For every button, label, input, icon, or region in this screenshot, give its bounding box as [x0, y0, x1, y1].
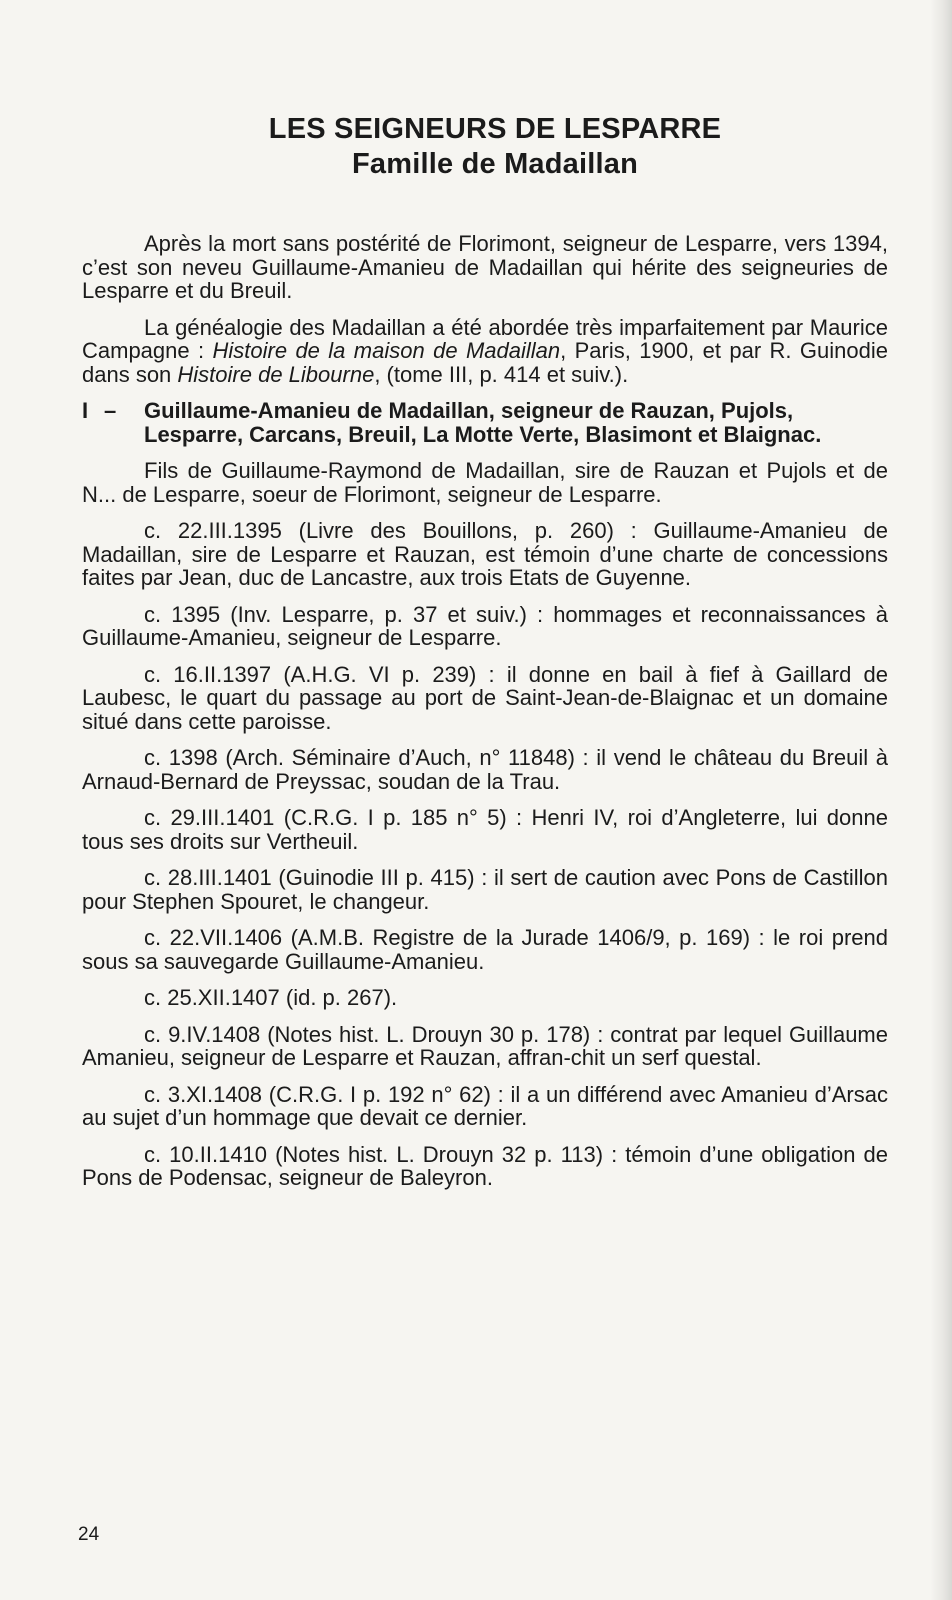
page-number: 24 — [78, 1524, 100, 1545]
paragraph-1395-inventaire: c. 1395 (Inv. Lesparre, p. 37 et suiv.) : hommages et reconnaissances à Guillaume-Amanieu, seigneur de Lesparre. — [82, 601, 888, 650]
paragraph-1401-vertheuil: c. 29.III.1401 (C.R.G. I p. 185 n° 5) : Henri IV, roi d’Angleterre, lui donne tous ses droits sur Vertheuil. — [82, 805, 888, 854]
paragraph-1395-bouillons: c. 22.III.1395 (Livre des Bouillons, p. 260) : Guillaume-Amanieu de Madaillan, sire de Lesparre et Rauzan, est témoin d’une charte de concessions faites par Jean, duc de Lancastre, aux trois Etats de Guyenne. — [82, 518, 888, 590]
paragraph-filiation: Fils de Guillaume-Raymond de Madaillan, sire de Rauzan et Pujols et de N... de Lesparre, soeur de Florimont, seigneur de Lesparre. — [82, 458, 888, 507]
document-body — [82, 232, 888, 1190]
entry-dash: – — [104, 398, 117, 423]
book-title-madaillan: Histoire de la maison de Madaillan — [212, 338, 561, 363]
intro-paragraph-2 — [82, 316, 888, 387]
book-title-libourne: Histoire de Libourne — [177, 361, 375, 387]
entry-numeral: I — [82, 398, 89, 423]
entry-heading-text: Guillaume-Amanieu de Madaillan, seigneur de Rauzan, Pujols, Lesparre, Carcans, Breuil, La Motte Verte, Blasimont et Blaignac. — [144, 398, 822, 447]
paragraph-1397: c. 16.II.1397 (A.H.G. VI p. 239) : il donne en bail à fief à Gaillard de Laubesc, le quart du passage au port de Saint-Jean-de-Blaignac et un domaine situé dans cette paroisse. — [82, 661, 888, 734]
entry-number — [82, 399, 144, 446]
intro-text-a: La généalogie des Madaillan a été abordée très imparfaitement par Maurice Campagne : — [82, 314, 888, 363]
intro-text-b: , Paris, 1900, et par R. Guinodie dans son — [82, 338, 888, 387]
paragraph-1407: c. 25.XII.1407 (id. p. 267). — [144, 985, 398, 1010]
title-line-1: LES SEIGNEURS DE LESPARRE — [268, 113, 722, 145]
paragraph-1408-differend: c. 3.XI.1408 (C.R.G. I p. 192 n° 62) : il a un différend avec Amanieu d’Arsac au sujet d’un hommage que devait ce dernier. — [82, 1081, 888, 1130]
document-page — [82, 112, 888, 1203]
intro-paragraph-1: Après la mort sans postérité de Florimont, seigneur de Lesparre, vers 1394, c’est son neveu Guillaume-Amanieu de Madaillan qui hérite des seigneuries de Lesparre et du Breuil. — [82, 231, 888, 303]
paragraph-1408-contrat: c. 9.IV.1408 (Notes hist. L. Drouyn 30 p. 178) : contrat par lequel Guillaume Amanieu, seigneur de Lesparre et Rauzan, affran-chit un serf questal. — [82, 1021, 888, 1070]
title-line-2: Famille de Madaillan — [351, 148, 639, 180]
entry-heading — [82, 399, 888, 446]
intro-text-c: , (tome III, p. 414 et suiv.). — [374, 361, 629, 387]
page-edge-shadow — [930, 0, 952, 1600]
page-title — [102, 112, 888, 182]
paragraph-1406: c. 22.VII.1406 (A.M.B. Registre de la Jurade 1406/9, p. 169) : le roi prend sous sa sauvegarde Guillaume-Amanieu. — [82, 925, 888, 974]
paragraph-1410: c. 10.II.1410 (Notes hist. L. Drouyn 32 p. 113) : témoin d’une obligation de Pons de Podensac, seigneur de Baleyron. — [82, 1141, 888, 1190]
paragraph-1401-caution: c. 28.III.1401 (Guinodie III p. 415) : il sert de caution avec Pons de Castillon pour Stephen Spouret, le changeur. — [82, 865, 888, 914]
paragraph-1398: c. 1398 (Arch. Séminaire d’Auch, n° 11848) : il vend le château du Breuil à Arnaud-Bernard de Preyssac, soudan de la Trau. — [82, 745, 888, 794]
